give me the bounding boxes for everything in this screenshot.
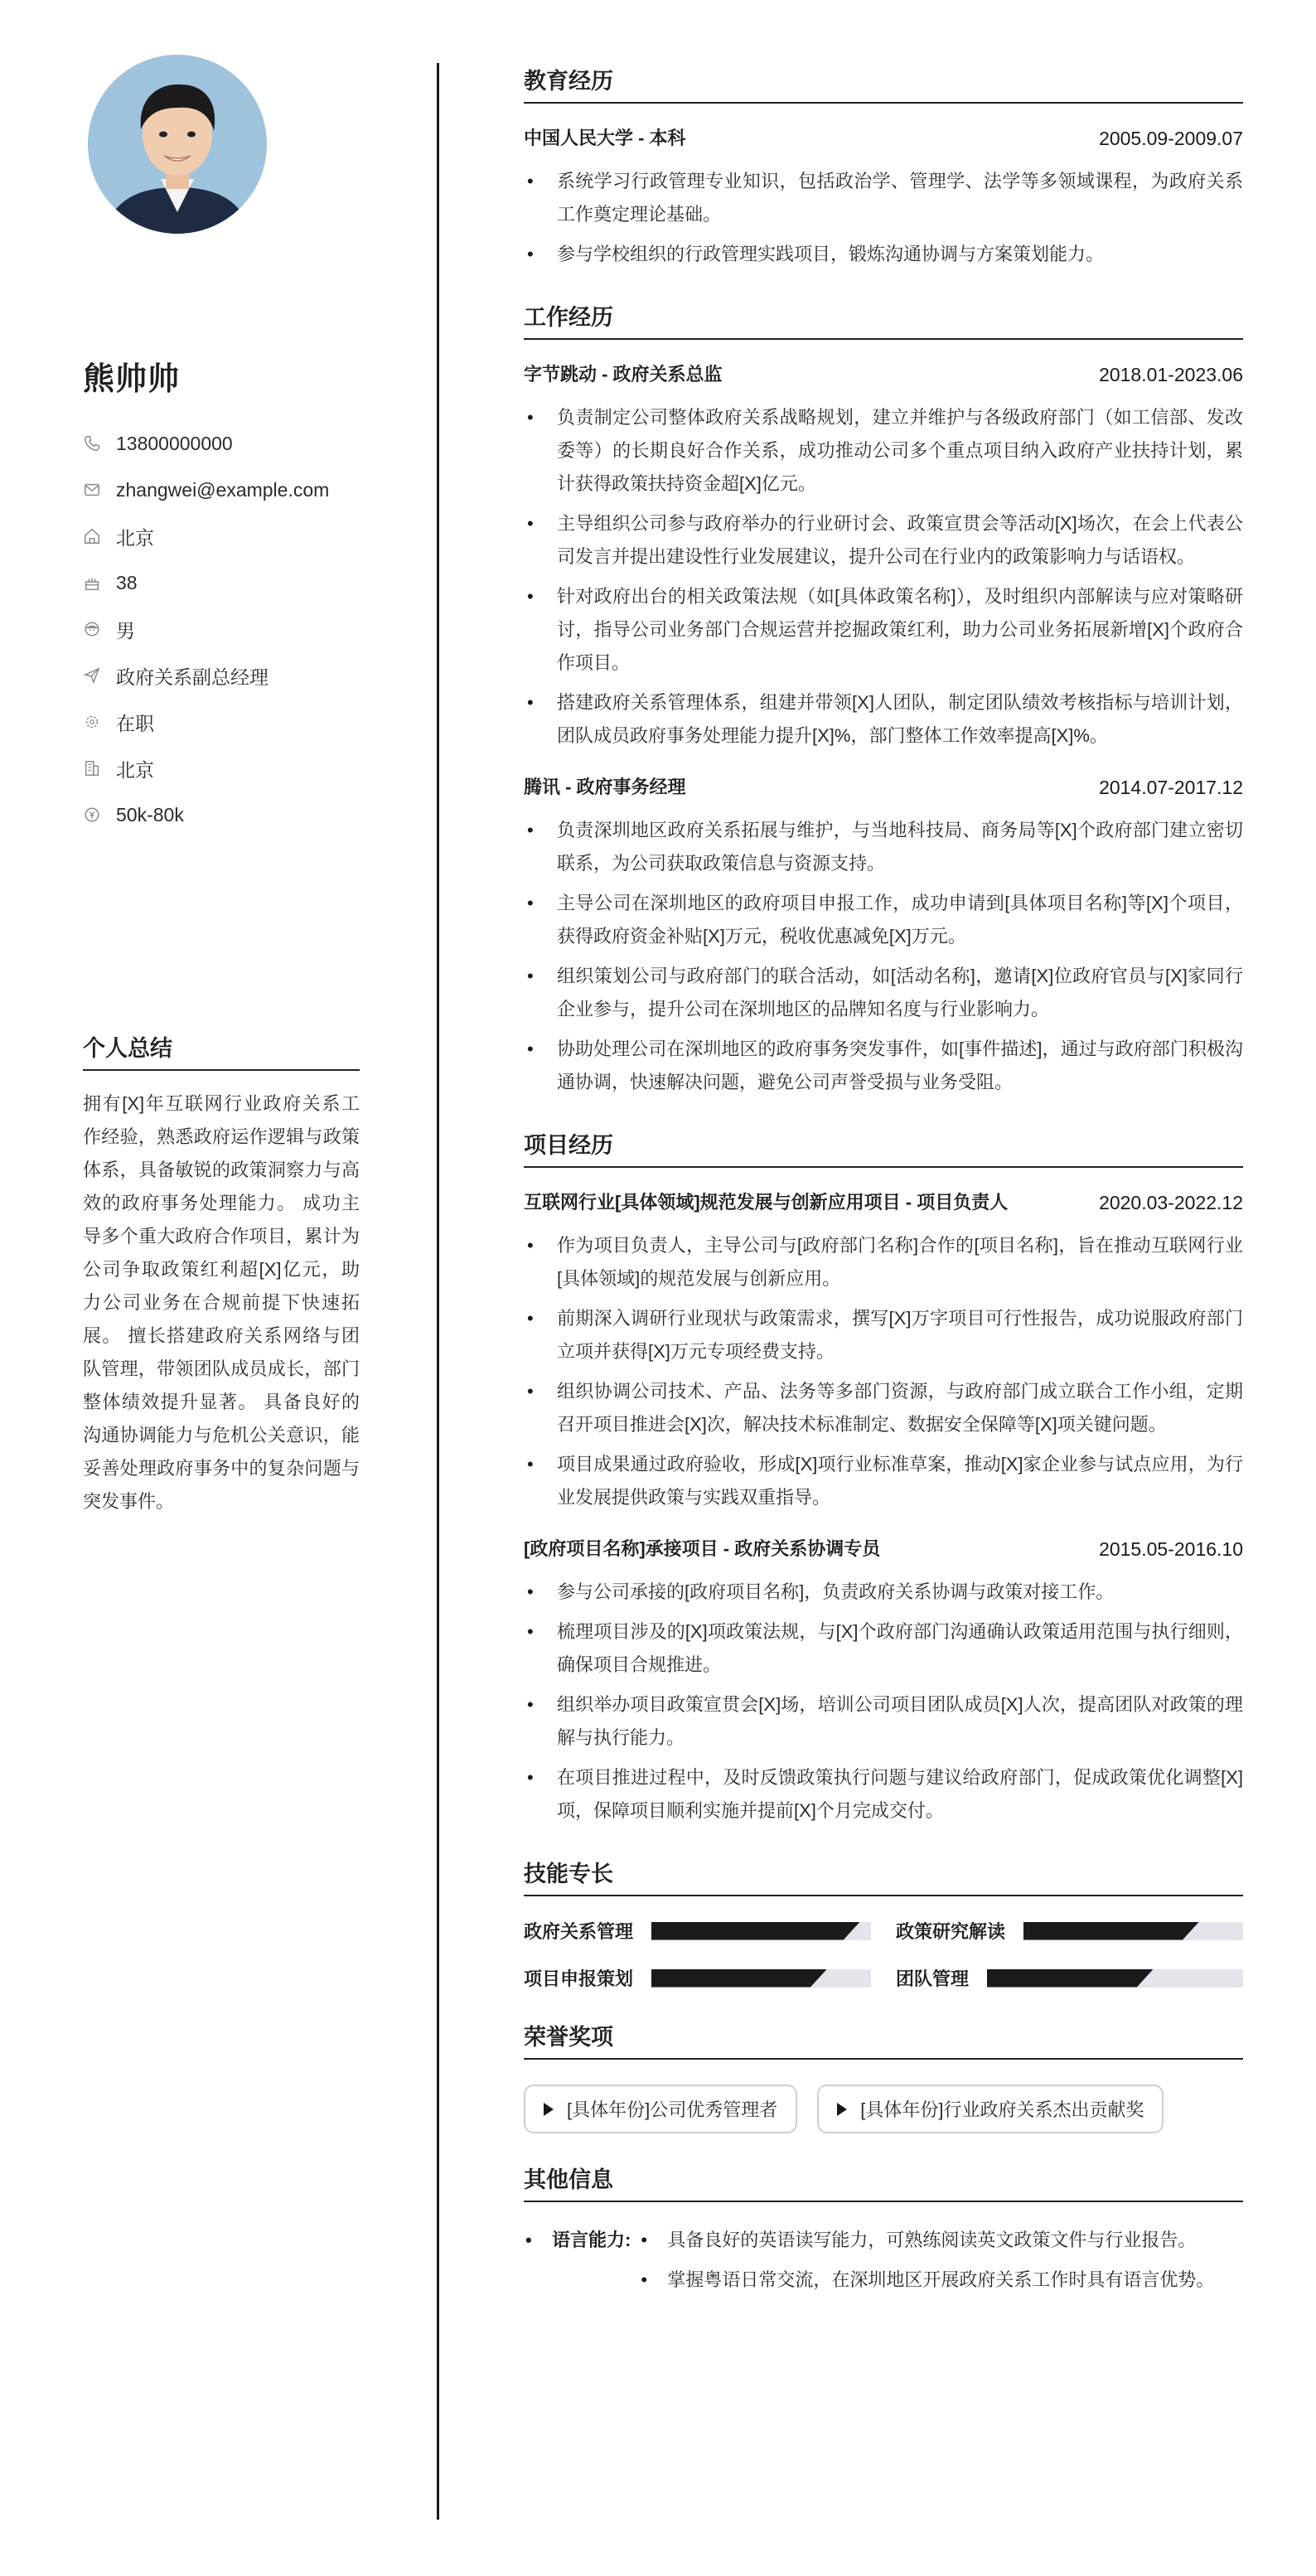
gender-icon (83, 620, 101, 638)
info-gender (83, 606, 360, 652)
entry-title: 互联网行业[具体领域]规范发展与创新应用项目 - 项目负责人 (524, 1192, 1009, 1213)
skill-bar (651, 1922, 871, 1940)
entry-title: 字节跳动 - 政府关系总监 (524, 364, 723, 385)
skill-label: 团队管理 (896, 1968, 970, 1989)
entry-bullets (524, 1576, 1243, 1828)
bullet-item: • 项目成果通过政府验收，形成[X]项行业标准草案，推动[X]家企业参与试点应用，为行业发展提供政策与实践双重指导。 (524, 1448, 1243, 1514)
projects-section (524, 1127, 1243, 1828)
skill-item (896, 1918, 1243, 1944)
info-city (83, 745, 360, 792)
summary-text: 拥有[X]年互联网行业政府关系工作经验，熟悉政府运作逻辑与政策体系，具备敏锐的政策洞察力与高效的政府事务处理能力。 成功主导多个重大政府合作项目，累计为公司争取政策红利超[X]亿元，助力公司业务在合规前提下快速拓展。 擅长搭建政府关系网络与团队管理，带领团队成员成长，部门整体绩效提升显著。 具备良好的沟通协调能力与危机公关意识，能妥善处理政府事务中的复杂问题与突发事件。 (83, 1093, 360, 1512)
skill-bar-fill (1023, 1922, 1199, 1940)
entry-title: [政府项目名称]承接项目 - 政府关系协调专员 (524, 1538, 881, 1559)
entry-date: 2020.03-2022.12 (1099, 1192, 1243, 1213)
building-icon (83, 759, 101, 777)
entry-title: 腾讯 - 政府事务经理 (524, 777, 686, 797)
projects-title: 项目经历 (524, 1127, 1243, 1168)
skill-label: 项目申报策划 (524, 1968, 634, 1989)
bullet-item: • 掌握粤语日常交流，在深圳地区开展政府关系工作时具有语言优势。 (637, 2264, 1243, 2297)
contact-info-list (83, 420, 360, 838)
bullet-item: • 系统学习行政管理专业知识，包括政治学、管理学、法学等多领域课程，为政府关系工作奠定理论基础。 (524, 165, 1243, 231)
skill-bar-fill (651, 1969, 827, 1988)
entry-bullets (524, 165, 1243, 271)
summary-title: 个人总结 (83, 1030, 360, 1071)
bullet-item: • 组织策划公司与政府部门的联合活动，如[活动名称]，邀请[X]位政府官员与[X]家同行企业参与，提升公司在深圳地区的品牌知名度与行业影响力。 (524, 960, 1243, 1026)
education-entry (524, 123, 1243, 271)
info-salary (83, 792, 360, 838)
awards-title: 荣誉奖项 (524, 2019, 1243, 2060)
info-email-text: zhangwei@example.com (116, 478, 330, 501)
entry-head (524, 1188, 1243, 1218)
award-label: [具体年份]公司优秀管理者 (567, 2099, 778, 2120)
bullet-item: • 负责深圳地区政府关系拓展与维护，与当地科技局、商务局等[X]个政府部门建立密切联系，为公司获取政策信息与资源支持。 (524, 814, 1243, 880)
award-label: [具体年份]行业政府关系杰出贡献奖 (860, 2099, 1144, 2120)
skill-bar (651, 1969, 871, 1988)
info-location (83, 513, 360, 559)
bullet-item: • 具备良好的英语读写能力，可熟练阅读英文政策文件与行业报告。 (637, 2224, 1243, 2257)
info-position (83, 652, 360, 699)
skill-item (896, 1965, 1243, 1991)
award-chip (524, 2085, 797, 2133)
project-entry (524, 1188, 1243, 1514)
language-bullets (637, 2224, 1243, 2303)
entry-bullets (524, 401, 1243, 753)
bullet-item: • 在项目推进过程中，及时反馈政策执行问题与建议给政府部门，促成政策优化调整[X]项，保障项目顺利实施并提前[X]个月完成交付。 (524, 1761, 1243, 1828)
entry-title: 中国人民大学 - 本科 (524, 128, 686, 148)
entry-head (524, 360, 1243, 390)
other-section (524, 2162, 1243, 2303)
entry-date: 2005.09-2009.07 (1099, 128, 1243, 149)
entry-date: 2015.05-2016.10 (1099, 1538, 1243, 1560)
bullet-item: • 主导组织公司参与政府举办的行业研讨会、政策宣贯会等活动[X]场次，在会上代表公司发言并提出建设性行业发展建议，提升公司在行业内的政策影响力与话语权。 (524, 507, 1243, 574)
play-icon (544, 2103, 554, 2116)
phone-icon (83, 434, 101, 453)
cake-icon (83, 574, 101, 592)
other-info (524, 2224, 1243, 2303)
work-section (524, 299, 1243, 1099)
skill-label: 政府关系管理 (524, 1921, 634, 1942)
mail-icon (83, 481, 101, 499)
language-label: • 语言能力: (524, 2224, 631, 2303)
education-section (524, 63, 1243, 271)
info-phone (83, 420, 360, 467)
info-phone-text: 13800000000 (116, 432, 233, 454)
project-entry (524, 1534, 1243, 1828)
other-title: 其他信息 (524, 2162, 1243, 2202)
entry-date: 2014.07-2017.12 (1099, 777, 1243, 798)
info-status-text: 在职 (116, 712, 154, 734)
home-icon (83, 527, 101, 545)
play-icon (837, 2103, 847, 2116)
candidate-name: 熊帅帅 (83, 362, 181, 397)
bullet-item: • 组织举办项目政策宣贯会[X]场，培训公司项目团队成员[X]人次，提高团队对政策的理解与执行能力。 (524, 1688, 1243, 1755)
info-email (83, 467, 360, 513)
info-location-text: 北京 (116, 526, 154, 549)
skill-bar-fill (987, 1969, 1154, 1988)
entry-head (524, 123, 1243, 153)
salary-icon (83, 806, 101, 824)
skill-item (524, 1965, 871, 1991)
bullet-item: • 参与公司承接的[政府项目名称]，负责政府关系协调与政策对接工作。 (524, 1576, 1243, 1609)
language-row (524, 2224, 1243, 2303)
skills-grid (524, 1918, 1243, 1991)
skill-bar-fill (651, 1922, 860, 1940)
bullet-item: • 参与学校组织的行政管理实践项目，锻炼沟通协调与方案策划能力。 (524, 238, 1243, 271)
send-icon (83, 666, 101, 685)
info-city-text: 北京 (116, 758, 154, 781)
work-entry (524, 772, 1243, 1099)
bullet-item: • 搭建政府关系管理体系，组建并带领[X]人团队，制定团队绩效考核指标与培训计划，团队成员政府事务处理能力提升[X]%，部门整体工作效率提高[X]%。 (524, 686, 1243, 753)
entry-bullets (524, 814, 1243, 1099)
bullet-item: • 针对政府出台的相关政策法规（如[具体政策名称]），及时组织内部解读与应对策略研讨，指导公司业务部门合规运营并挖掘政策红利，助力公司业务拓展新增[X]个政府合作项目。 (524, 580, 1243, 680)
bullet-item: • 梳理项目涉及的[X]项政策法规，与[X]个政府部门沟通确认政策适用范围与执行细则，确保项目合规推进。 (524, 1615, 1243, 1682)
bullet-item: • 前期深入调研行业现状与政策需求，撰写[X]万字项目可行性报告，成功说服政府部门立项并获得[X]万元专项经费支持。 (524, 1302, 1243, 1368)
info-salary-text: 50k-80k (116, 803, 184, 826)
info-gender-text: 男 (116, 619, 135, 642)
avatar (88, 55, 267, 234)
right-column (524, 63, 1243, 2331)
bullet-item: • 负责制定公司整体政府关系战略规划，建立并维护与各级政府部门（如工信部、发改委等）的长期良好合作关系，成功推动公司多个重点项目纳入政府产业扶持计划，累计获得政策扶持资金超[X]亿元。 (524, 401, 1243, 501)
bullet-item: • 主导公司在深圳地区的政府项目申报工作，成功申请到[具体项目名称]等[X]个项目，获得政府资金补贴[X]万元，税收优惠减免[X]万元。 (524, 887, 1243, 953)
work-entry (524, 360, 1243, 753)
entry-head (524, 772, 1243, 802)
skill-bar (987, 1969, 1243, 1988)
bullet-item: • 作为项目负责人，主导公司与[政府部门名称]合作的[项目名称]，旨在推动互联网行业[具体领域]的规范发展与创新应用。 (524, 1229, 1243, 1295)
info-status (83, 699, 360, 745)
skill-bar (1023, 1922, 1243, 1940)
work-title: 工作经历 (524, 299, 1243, 340)
skill-item (524, 1918, 871, 1944)
education-title: 教育经历 (524, 63, 1243, 104)
avatar-photo (88, 55, 267, 234)
skill-label: 政策研究解读 (896, 1921, 1006, 1942)
awards-section (524, 2019, 1243, 2133)
award-chip (817, 2085, 1164, 2133)
info-age (83, 559, 360, 606)
entry-bullets (524, 1229, 1243, 1514)
left-column (83, 55, 360, 1518)
entry-date: 2018.01-2023.06 (1099, 364, 1243, 385)
info-age-text: 38 (116, 571, 138, 593)
bullet-item: • 组织协调公司技术、产品、法务等多部门资源，与政府部门成立联合工作小组，定期召开项目推进会[X]次，解决技术标准制定、数据安全保障等[X]项关键问题。 (524, 1375, 1243, 1441)
skills-title: 技能专长 (524, 1856, 1243, 1896)
info-position-text: 政府关系副总经理 (116, 666, 269, 688)
awards-list (524, 2085, 1243, 2133)
bullet-item: • 协助处理公司在深圳地区的政府事务突发事件，如[事件描述]，通过与政府部门积极沟通协调，快速解决问题，避免公司声誉受损与业务受阻。 (524, 1033, 1243, 1099)
status-icon (83, 713, 101, 731)
column-divider (437, 63, 439, 2520)
entry-head (524, 1534, 1243, 1564)
skills-section (524, 1856, 1243, 1991)
